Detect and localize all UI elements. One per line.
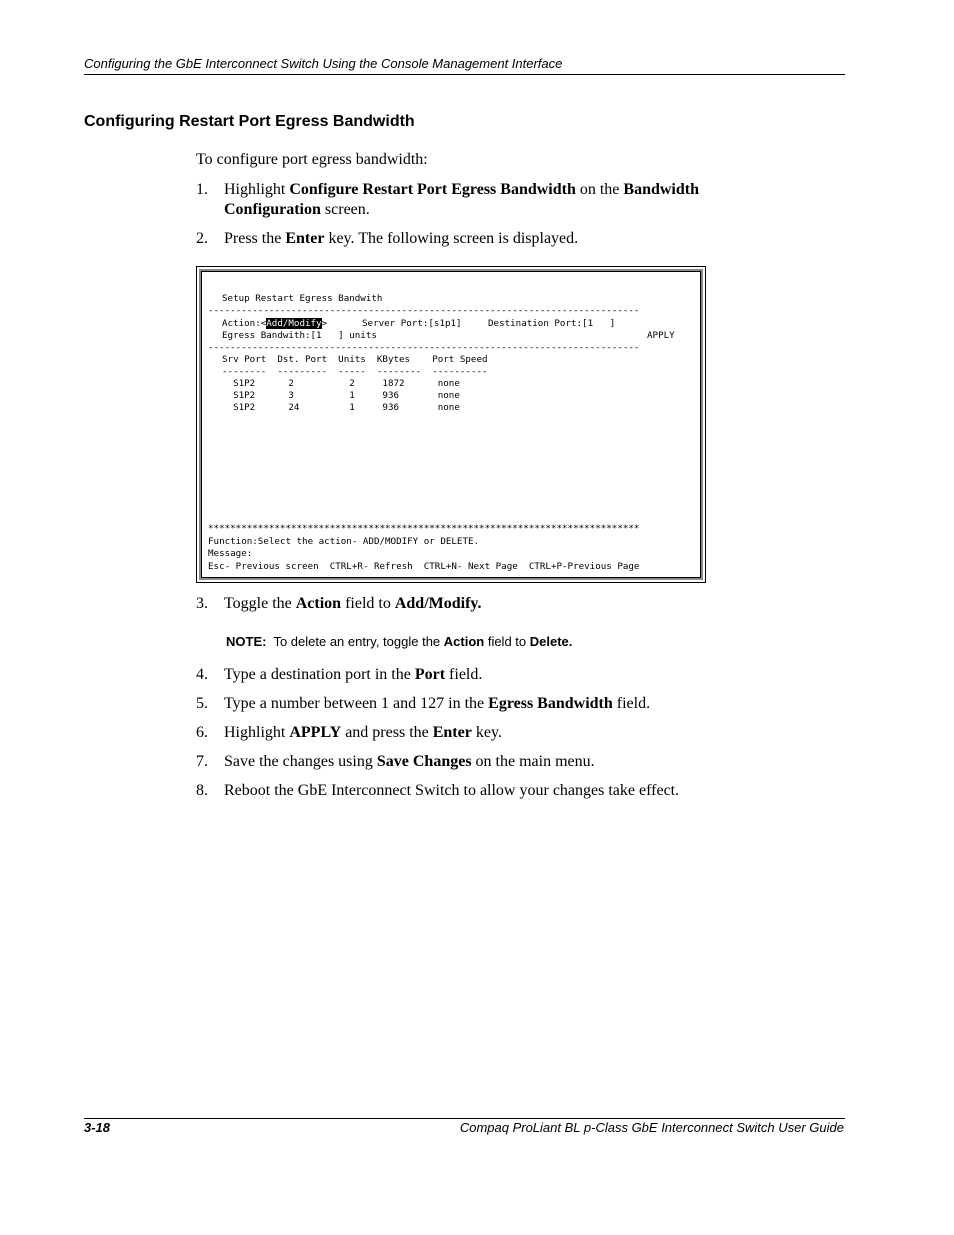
bold-run: Egress Bandwidth (488, 695, 613, 712)
text-run: and press the (341, 724, 433, 741)
bold-run: Configuration (224, 201, 321, 218)
text-run: Reboot the GbE Interconnect Switch to allow your changes take effect. (224, 782, 680, 799)
console-egress-field[interactable]: Egress Bandwith:[1 ] units (222, 330, 377, 341)
text-run: Highlight (224, 181, 290, 198)
step-text (224, 781, 679, 801)
text-run: Toggle the (224, 595, 296, 612)
step-text (224, 200, 370, 220)
console-title: Setup Restart Egress Bandwith (222, 293, 383, 304)
text-run: field to (341, 595, 395, 612)
step-text (224, 694, 650, 714)
console-action-field[interactable] (222, 318, 327, 330)
step-number: 6. (196, 724, 208, 741)
page-number: 3-18 (84, 1120, 111, 1135)
table-row[interactable]: S1P2 2 2 1872 none (222, 378, 460, 389)
bold-run: APPLY (289, 724, 342, 741)
text-run: key. (471, 724, 502, 741)
text-run: field to (484, 634, 530, 649)
intro-paragraph: To configure port egress bandwidth: (196, 151, 428, 168)
text-run: Press the (224, 230, 286, 247)
note (226, 634, 572, 649)
step-number: 5. (196, 695, 208, 712)
step-text (224, 752, 595, 772)
text-run: on the main menu. (471, 753, 595, 770)
section-title: Configuring Restart Port Egress Bandwidth (84, 113, 415, 130)
console-star-divider: ****************************************************************************** (208, 523, 640, 534)
bold-run: Action (443, 634, 485, 649)
console-message-line: Message: (208, 548, 253, 559)
bold-run: Action (295, 595, 342, 612)
footer-title: Compaq ProLiant BL p-Class GbE Interconnect Switch User Guide (459, 1120, 844, 1135)
console-column-rule: -------- --------- ----- -------- ---------- (222, 366, 488, 377)
bold-run: Enter (285, 230, 325, 247)
text-run: Type a destination port in the (224, 666, 415, 683)
step-number: 3. (196, 595, 208, 612)
bold-run: Configure Restart Port Egress Bandwidth (289, 181, 576, 198)
bold-run: Bandwidth (623, 181, 699, 198)
text-run: field. (445, 666, 483, 683)
step-number: 2. (196, 230, 208, 247)
text-run: on the (575, 181, 624, 198)
step-number: 8. (196, 782, 208, 799)
console-screen (201, 271, 701, 578)
step-text (224, 229, 578, 249)
action-close: > (321, 318, 328, 329)
console-apply-button[interactable]: APPLY (647, 330, 675, 341)
text-run: Type a number between 1 and 127 in the (224, 695, 489, 712)
text-run: field. (612, 695, 651, 712)
step-text (224, 180, 699, 200)
console-column-headers: Srv Port Dst. Port Units KBytes Port Speed (222, 354, 488, 365)
step-text (224, 594, 482, 614)
console-key-help: Esc- Previous screen CTRL+R- Refresh CTRL+N- Next Page CTRL+P-Previous Page (208, 561, 640, 572)
console-server-port[interactable]: Server Port:[s1p1] (362, 318, 462, 329)
console-divider: ------------------------------------------------------------------------------ (208, 342, 640, 353)
step-text (224, 665, 482, 685)
bold-run: Enter (432, 724, 472, 741)
console-function-line: Function:Select the action- ADD/MODIFY or DELETE. (208, 536, 480, 547)
step-number: 1. (196, 181, 208, 198)
action-value[interactable]: Add/Modify (266, 318, 322, 329)
console-destination-port[interactable]: Destination Port:[1 ] (488, 318, 616, 329)
running-header: Configuring the GbE Interconnect Switch Using the Console Management Interface (84, 56, 563, 71)
footer-rule (84, 1118, 845, 1119)
step-number: 4. (196, 666, 208, 683)
text-run: screen. (320, 201, 370, 218)
console-divider: ------------------------------------------------------------------------------ (208, 305, 640, 316)
step-text (224, 723, 502, 743)
header-rule (84, 74, 845, 75)
text-run: Save the changes using (224, 753, 377, 770)
text-run: key. The following screen is displayed. (324, 230, 579, 247)
step-number: 7. (196, 753, 208, 770)
table-row[interactable]: S1P2 3 1 936 none (222, 390, 460, 401)
bold-run: Save Changes (376, 753, 472, 770)
text-run: Highlight (224, 724, 290, 741)
bold-run: Add/Modify. (394, 595, 482, 612)
bold-run: Delete. (529, 634, 573, 649)
bold-run: Port (414, 666, 446, 683)
note-label: NOTE: (226, 634, 267, 649)
table-row[interactable]: S1P2 24 1 936 none (222, 402, 460, 413)
console-screenshot (196, 266, 706, 583)
action-label: Action:< (222, 318, 267, 329)
text-run: To delete an entry, toggle the (266, 634, 444, 649)
